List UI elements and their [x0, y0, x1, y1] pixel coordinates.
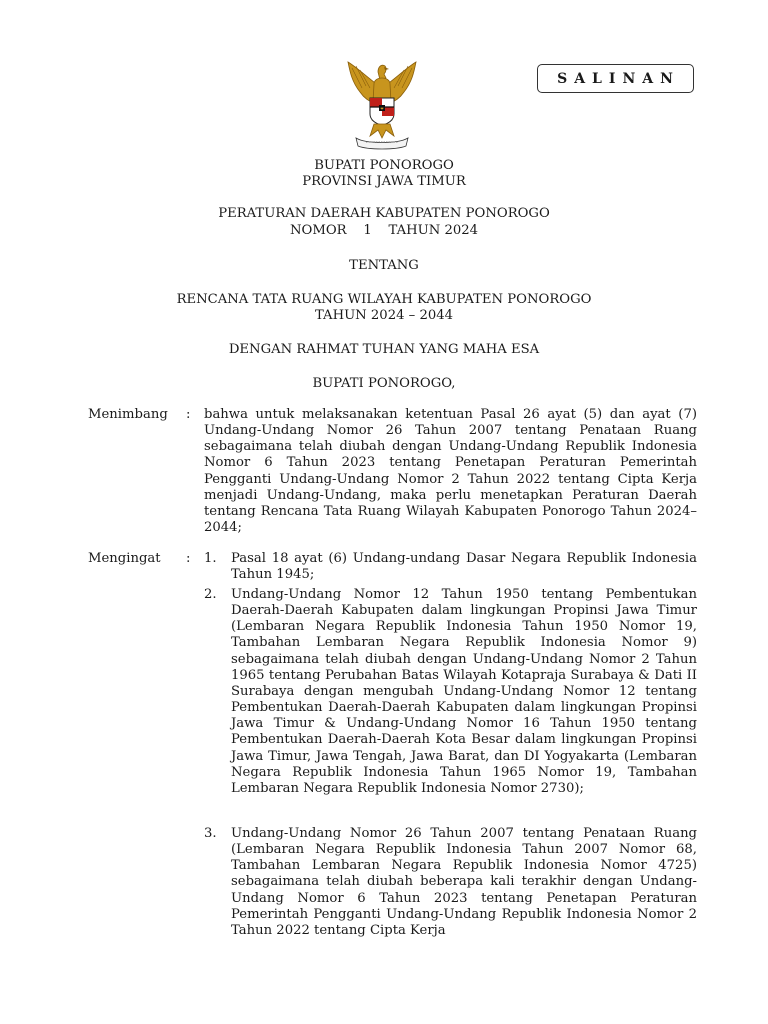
mengingat-item-text: Pasal 18 ayat (6) Undang-undang Dasar Negara Republik Indonesia Tahun 1945; [231, 551, 697, 583]
heading-regent: BUPATI PONOROGO, [312, 376, 456, 391]
mengingat-item-text: Undang-Undang Nomor 26 Tahun 2007 tentang Penataan Ruang (Lembaran Negara Republik Indonesia Tahun 2007 Nomor 68, Tambahan Lembaran Negara Republik Indonesia Nomor 4725) sebagaimana telah diubah beberapa kali terakhir dengan Undang-Undang Nomor 6 Tahun 2023 tentang Penetapan Peraturan Pemerintah Pengganti Undang-Undang Republik Indonesia Nomor 2 Tahun 2022 tentang Cipta Kerja [231, 826, 697, 938]
mengingat-item-text: Undang-Undang Nomor 12 Tahun 1950 tentang Pembentukan Daerah-Daerah Kabupaten dalam lingkungan Propinsi Jawa Timur (Lembaran Negara Republik Indonesia Tahun 1950 Nomor 19, Tambahan Lembaran Negara Republik Indonesia Nomor 9) sebagaimana telah diubah dengan Undang-Undang Nomor 2 Tahun 1965 tentang Perubahan Batas Wilayah Kotapraja Surabaya & Dati II Surabaya dengan mengubah Undang-Undang Nomor 12 tentang Pembentukan Daerah-Daerah Kabupaten dalam lingkungan Propinsi Jawa Timur & Undang-Undang Nomor 16 Tahun 1950 tentang Pembentukan Daerah-Daerah Kota Besar dalam lingkungan Propinsi Jawa Timur, Jawa Tengah, Jawa Barat, dan DI Yogyakarta (Lembaran Negara Republik Indonesia Tahun 1965 Nomor 19, Tambahan Lembaran Negara Republik Indonesia Nomor 2730); [231, 587, 697, 796]
heading-blessing: DENGAN RAHMAT TUHAN YANG MAHA ESA [228, 342, 540, 357]
heading-title-line1: RENCANA TATA RUANG WILAYAH KABUPATEN PONOROGO [176, 292, 592, 307]
heading-title-line2: TAHUN 2024 – 2044 [314, 308, 454, 323]
heading-province: PROVINSI JAWA TIMUR [302, 174, 466, 189]
heading-number: NOMOR 1 TAHUN 2024 [289, 223, 479, 238]
garuda-emblem-icon [340, 58, 424, 150]
mengingat-colon: : [186, 551, 191, 566]
menimbang-colon: : [186, 407, 191, 422]
salinan-label: SALINAN [557, 70, 680, 87]
menimbang-label: Menimbang [88, 407, 168, 422]
salinan-stamp [537, 64, 694, 93]
heading-about: TENTANG [349, 258, 419, 273]
heading-regent-title: BUPATI PONOROGO [314, 158, 454, 173]
mengingat-item-number: 2. [204, 587, 217, 602]
mengingat-label: Mengingat [88, 551, 161, 566]
mengingat-item-number: 1. [204, 551, 217, 566]
menimbang-text: bahwa untuk melaksanakan ketentuan Pasal 26 ayat (5) dan ayat (7) Undang-Undang Nomor 26 Tahun 2007 tentang Penataan Ruang sebagaimana telah diubah dengan Undang-Undang Republik Indonesia Nomor 6 Tahun 2023 tentang Penetapan Peraturan Pemerintah Pengganti Undang-Undang Nomor 2 Tahun 2022 tentang Cipta Kerja menjadi Undang-Undang, maka perlu menetapkan Peraturan Daerah tentang Rencana Tata Ruang Wilayah Kabupaten Ponorogo Tahun 2024–2044; [204, 407, 697, 536]
heading-regulation: PERATURAN DAERAH KABUPATEN PONOROGO [218, 206, 550, 221]
mengingat-item-number: 3. [204, 826, 217, 841]
